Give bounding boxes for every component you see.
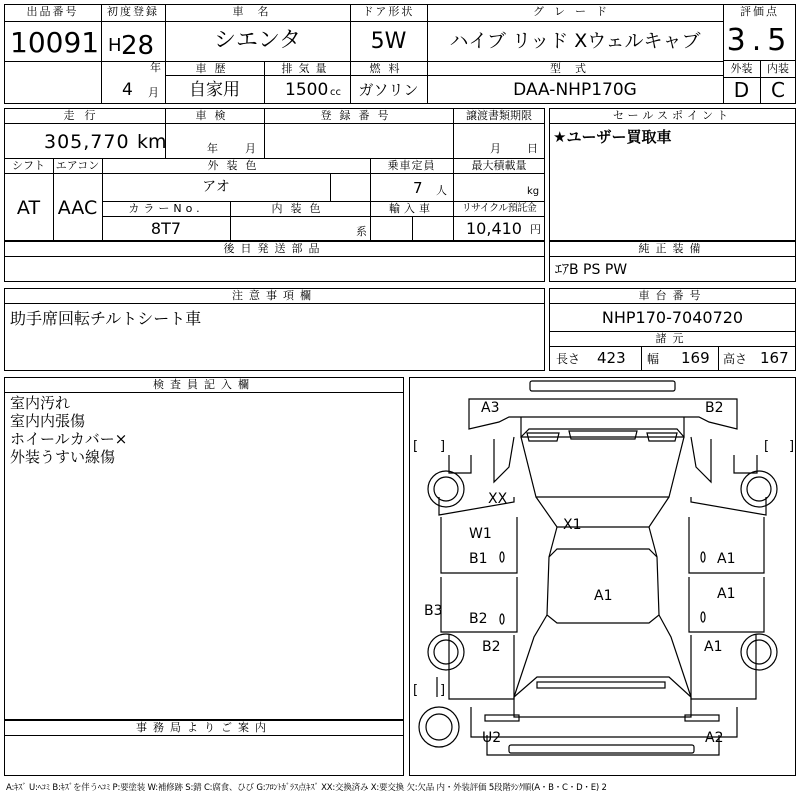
max-load-unit: kg [527, 186, 540, 197]
car-name-label: 車名 [232, 5, 283, 18]
mileage: 305,770 [44, 131, 130, 153]
max-load-label: 最大積載量 [471, 159, 527, 172]
era: H [108, 35, 122, 56]
capacity: 7 [413, 179, 423, 197]
transfer-day-unit: 日 [527, 142, 538, 155]
first-reg-year: 28 [121, 31, 155, 61]
office-label: 事務局よりご案内 [136, 721, 272, 734]
sales-point-text: ★ユーザー買取車 [553, 128, 672, 146]
damage-mark: XX [488, 491, 508, 507]
width-value: 169 [681, 349, 710, 367]
capacity-label: 乗車定員 [387, 159, 436, 172]
capacity-unit: 人 [436, 184, 447, 197]
shift-label: シフト [12, 159, 45, 172]
month-unit: 月 [148, 86, 159, 99]
ac-label: エアコン [55, 159, 100, 172]
equipment-label: 純正装備 [638, 242, 707, 255]
chassis-label: 車台番号 [638, 289, 707, 302]
legend-text: A:ｷｽﾞ U:ﾍｺﾐ B:ｷｽﾞを伴うﾍｺﾐ P:要塗装 W:補修跡 S:錆 C:腐食、ひび G:ﾌﾛﾝﾄｶﾞﾗｽ点ｷｽﾞ XX:交換済み X:要交換 欠:欠品 内・外装評価 5段階ﾗﾝｸ順(A・B・C・D・E) 2 [6, 783, 607, 793]
recycle-fee: 10,410 [466, 219, 522, 238]
grade: ハイブ リッド Xウェルキャブ [449, 30, 701, 52]
ext-color: アオ [202, 179, 230, 195]
damage-mark: B3 [424, 603, 443, 619]
color-no-label: カラーNo. [128, 202, 204, 215]
length-label: 長さ [556, 352, 581, 366]
reg-no-label: 登録番号 [320, 109, 397, 122]
equipment-text: ｴｱB PS PW [555, 262, 628, 278]
score-label: 評価点 [740, 5, 779, 18]
shift: AT [16, 197, 41, 219]
ext-grade: D [733, 78, 750, 102]
diagram-bracket: [ [413, 683, 419, 698]
inspector-label: 検査員記入欄 [153, 378, 255, 391]
damage-mark: B2 [705, 400, 724, 416]
notes-text: 助手席回転チルトシート車 [10, 309, 202, 328]
inspection-year-unit: 年 [207, 142, 218, 155]
int-color-label: 内装色 [271, 202, 329, 215]
later-parts-label: 後日発送部品 [223, 242, 326, 255]
displacement-label: 排気量 [281, 62, 333, 75]
mileage-label: 走行 [63, 109, 106, 122]
model-code: DAA-NHP170G [513, 80, 637, 100]
damage-mark: B2 [482, 639, 501, 655]
import-label: 輸入車 [389, 202, 434, 215]
damage-mark: B1 [469, 551, 488, 567]
score: 3.5 [726, 23, 793, 58]
history-label: 車歴 [195, 62, 234, 75]
diagram-bracket: ] [440, 683, 446, 698]
damage-mark: X1 [563, 517, 582, 533]
recycle-label: リサイクル預託金 [461, 203, 537, 214]
car-name: シエンタ [213, 28, 302, 53]
ext-color-label: 外装色 [207, 159, 265, 172]
displacement: 1500 [285, 80, 329, 100]
door-label: ドア形状 [362, 5, 415, 18]
diagram-bracket: [ [764, 439, 770, 454]
inspector-line: 室内汚れ [10, 394, 71, 412]
inspection-label: 車検 [195, 109, 234, 122]
year-unit: 年 [150, 61, 161, 74]
damage-mark: U2 [482, 730, 502, 746]
car-diagram [409, 377, 796, 776]
specs-label: 諸元 [655, 332, 690, 345]
transfer-month-unit: 月 [490, 142, 501, 155]
damage-mark: B2 [469, 611, 488, 627]
info-block [4, 108, 545, 241]
damage-mark: A1 [704, 639, 723, 655]
lot-no-label: 出品番号 [26, 5, 79, 18]
inspector-line: ホイールカバー× [10, 430, 128, 448]
history: 自家用 [189, 80, 240, 100]
height-value: 167 [760, 349, 789, 367]
transfer-deadline-label: 譲渡書類期限 [466, 109, 532, 122]
lot-no: 10091 [10, 26, 100, 59]
height-label: 高さ [723, 352, 748, 366]
model-label: 型式 [550, 62, 600, 75]
int-color-unit: 系 [356, 225, 367, 238]
diagram-bracket: [ [413, 439, 419, 454]
first-reg-month: 4 [122, 80, 133, 100]
mileage-unit: km [137, 131, 167, 153]
damage-mark: W1 [469, 526, 492, 542]
damage-mark: A1 [717, 586, 736, 602]
door-type: 5W [370, 29, 407, 54]
displacement-unit: cc [330, 87, 341, 98]
inspector-line: 外装うすい線傷 [10, 448, 116, 466]
damage-mark: A1 [594, 588, 613, 604]
sales-point-label: セールスポイント [612, 109, 732, 122]
inspector-line: 室内内張傷 [10, 412, 86, 430]
grade-label: グレード [533, 5, 617, 18]
damage-mark: A3 [481, 400, 500, 416]
ext-grade-label: 外装 [730, 62, 753, 75]
fuel-label: 燃料 [369, 62, 408, 75]
air-conditioner: AAC [57, 197, 98, 219]
diagram-bracket: ] [440, 439, 446, 454]
int-grade: C [771, 78, 785, 102]
diagram-bracket: ] [789, 439, 795, 454]
int-grade-label: 内装 [767, 62, 789, 75]
damage-mark: A2 [705, 730, 724, 746]
color-no: 8T7 [150, 219, 182, 238]
recycle-unit: 円 [530, 223, 541, 236]
first-reg-label: 初度登録 [107, 5, 159, 18]
damage-mark: A1 [717, 551, 736, 567]
width-label: 幅 [647, 352, 660, 366]
chassis-number: NHP170-7040720 [601, 308, 744, 327]
length-value: 423 [597, 349, 626, 367]
fuel: ガソリン [358, 81, 419, 99]
notes-label: 注意事項欄 [232, 289, 317, 302]
inspection-month-unit: 月 [245, 142, 256, 155]
